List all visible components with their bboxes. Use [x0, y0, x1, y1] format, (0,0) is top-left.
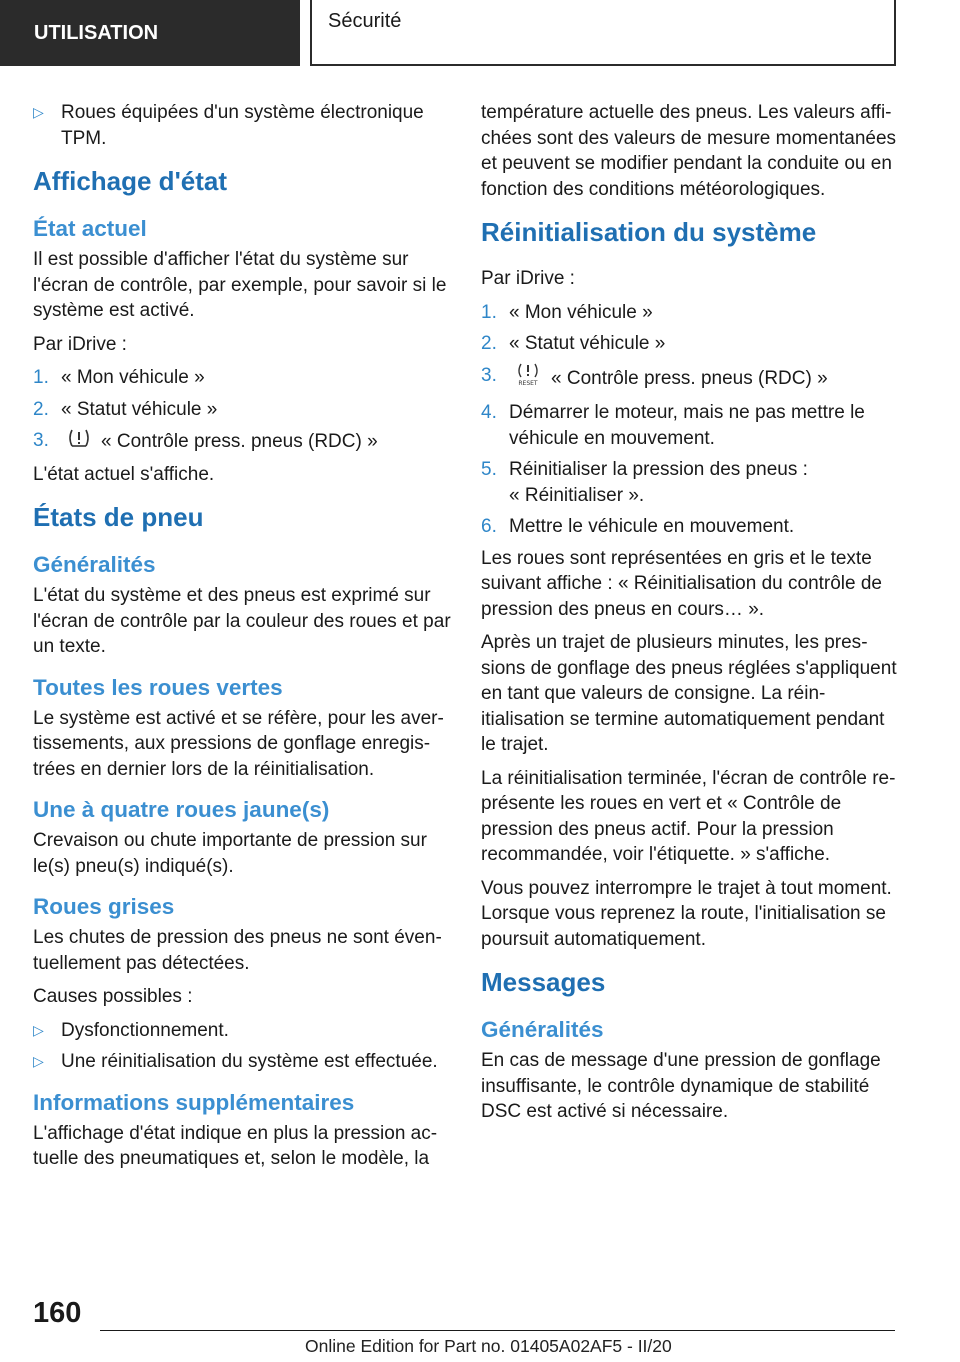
paragraph: Par iDrive :	[481, 268, 575, 289]
list-item: 1. « Mon véhicule »	[33, 367, 205, 388]
paragraph: L'état du système et des pneus est exprimé sur l'écran de contrôle par la couleur des roues et par un texte.	[33, 585, 451, 657]
intro-bullets	[33, 100, 453, 151]
footer-divider	[100, 1330, 895, 1331]
list-item: ▷ Dysfonctionnement.	[33, 1018, 453, 1044]
tire-pressure-reset-icon	[515, 363, 541, 395]
triangle-bullet-icon: ▷	[33, 104, 44, 120]
heading-etat-actuel: État actuel	[33, 216, 147, 241]
paragraph: Les roues sont représentées en gris et le texte suivant affiche : « Réinitialisation du contrôle de pression des pneus en cours… ».	[481, 547, 883, 620]
heading-affichage: Affichage d'état	[33, 166, 227, 196]
page-number: 160	[33, 1297, 82, 1329]
chapter-title-box	[310, 0, 896, 66]
list-item: 2. « Statut véhicule »	[33, 398, 218, 420]
list-item: 3. RESET « Contrôle press. pneus (RDC) »	[481, 363, 901, 395]
triangle-bullet-icon: ▷	[33, 1053, 44, 1069]
list-item: 3. « Contrôle press. pneus (RDC) »	[33, 428, 453, 456]
paragraph: L'état actuel s'affiche.	[33, 463, 215, 485]
heading-roues-jaunes: Une à quatre roues jaune(s)	[33, 797, 330, 822]
heading-generalites: Généralités	[33, 552, 156, 577]
heading-reinitialisation: Réinitialisation du système	[481, 217, 817, 247]
paragraph: Il est possible d'afficher l'état du système sur l'écran de contrôle, par exemple, pour savoir si le système est activé.	[33, 249, 447, 321]
list-item: ▷ Une réinitialisation du système est effectuée.	[33, 1049, 453, 1075]
causes-list	[33, 1018, 453, 1075]
paragraph: Après un trajet de plusieurs minutes, les pressions de gonflage des pneus réglées s'appliquent en tant que valeurs de consigne. La réinitialisation se termine automatiquement pendant le trajet.	[481, 632, 897, 755]
left-column	[33, 100, 453, 1180]
list-item: 6. Mettre le véhicule en mouvement.	[481, 516, 795, 537]
heading-etats-pneu: États de pneu	[33, 502, 204, 532]
svg-text:RESET: RESET	[518, 379, 538, 387]
list-item: 2. « Statut véhicule »	[481, 333, 666, 354]
paragraph: L'affichage d'état indique en plus la pression actuelle des pneumatiques et, selon le modèle, la	[33, 1122, 438, 1169]
steps-list	[33, 365, 453, 456]
heading-messages: Messages	[481, 967, 606, 997]
paragraph: Les chutes de pression des pneus ne sont éventuellement pas détectées.	[33, 927, 442, 974]
heading-informations: Informations supplémentaires	[33, 1089, 355, 1115]
paragraph: Causes possibles :	[33, 986, 193, 1007]
list-item: ▷ Roues équipées d'un système électronique TPM.	[33, 102, 424, 149]
edition-note: Online Edition for Part no. 01405A02AF5 - II/20	[305, 1336, 672, 1356]
right-column	[481, 100, 901, 1133]
paragraph: La réinitialisation terminée, l'écran de contrôle représente les roues en vert et « Contrôle de pression des pneus actif. Pour la pression recommandée, voir l'étiquette. » s'affiche.	[481, 767, 896, 865]
paragraph: Le système est activé et se réfère, pour les avertissements, aux pressions de gonflage enregistrées en dernier lors de la réinitialisation.	[33, 707, 444, 780]
chapter-title: Sécurité	[328, 10, 402, 32]
paragraph: température actuelle des pneus. Les valeurs affichées sont des valeurs de mesure momentanées et peuvent se modifier pendant la conduite ou en fonction des conditions météorologiques.	[481, 102, 897, 200]
section-tab: UTILISATION	[0, 0, 300, 66]
reset-steps-list	[481, 300, 901, 540]
heading-roues-vertes: Toutes les roues vertes	[33, 674, 283, 700]
triangle-bullet-icon: ▷	[33, 1021, 44, 1038]
list-item: 1. « Mon véhicule »	[481, 301, 653, 323]
paragraph: Par iDrive :	[33, 333, 127, 355]
tire-pressure-icon	[67, 428, 91, 456]
paragraph: Vous pouvez interrompre le trajet à tout moment. Lorsque vous reprenez la route, l'initialisation se poursuit automatiquement.	[481, 877, 892, 950]
paragraph: En cas de message d'une pression de gonflage insuffisante, le contrôle dynamique de stabilité DSC est activé si nécessaire.	[481, 1050, 881, 1122]
page-header	[0, 0, 960, 66]
paragraph: Crevaison ou chute importante de pression sur le(s) pneu(s) indiqué(s).	[33, 830, 427, 877]
heading-generalites-messages: Généralités	[481, 1017, 604, 1042]
list-item: 4. Démarrer le moteur, mais ne pas mettre le véhicule en mouvement.	[481, 402, 865, 449]
list-item: 5. Réinitialiser la pression des pneus : « Réinitialiser ».	[481, 459, 808, 506]
heading-roues-grises: Roues grises	[33, 894, 175, 919]
